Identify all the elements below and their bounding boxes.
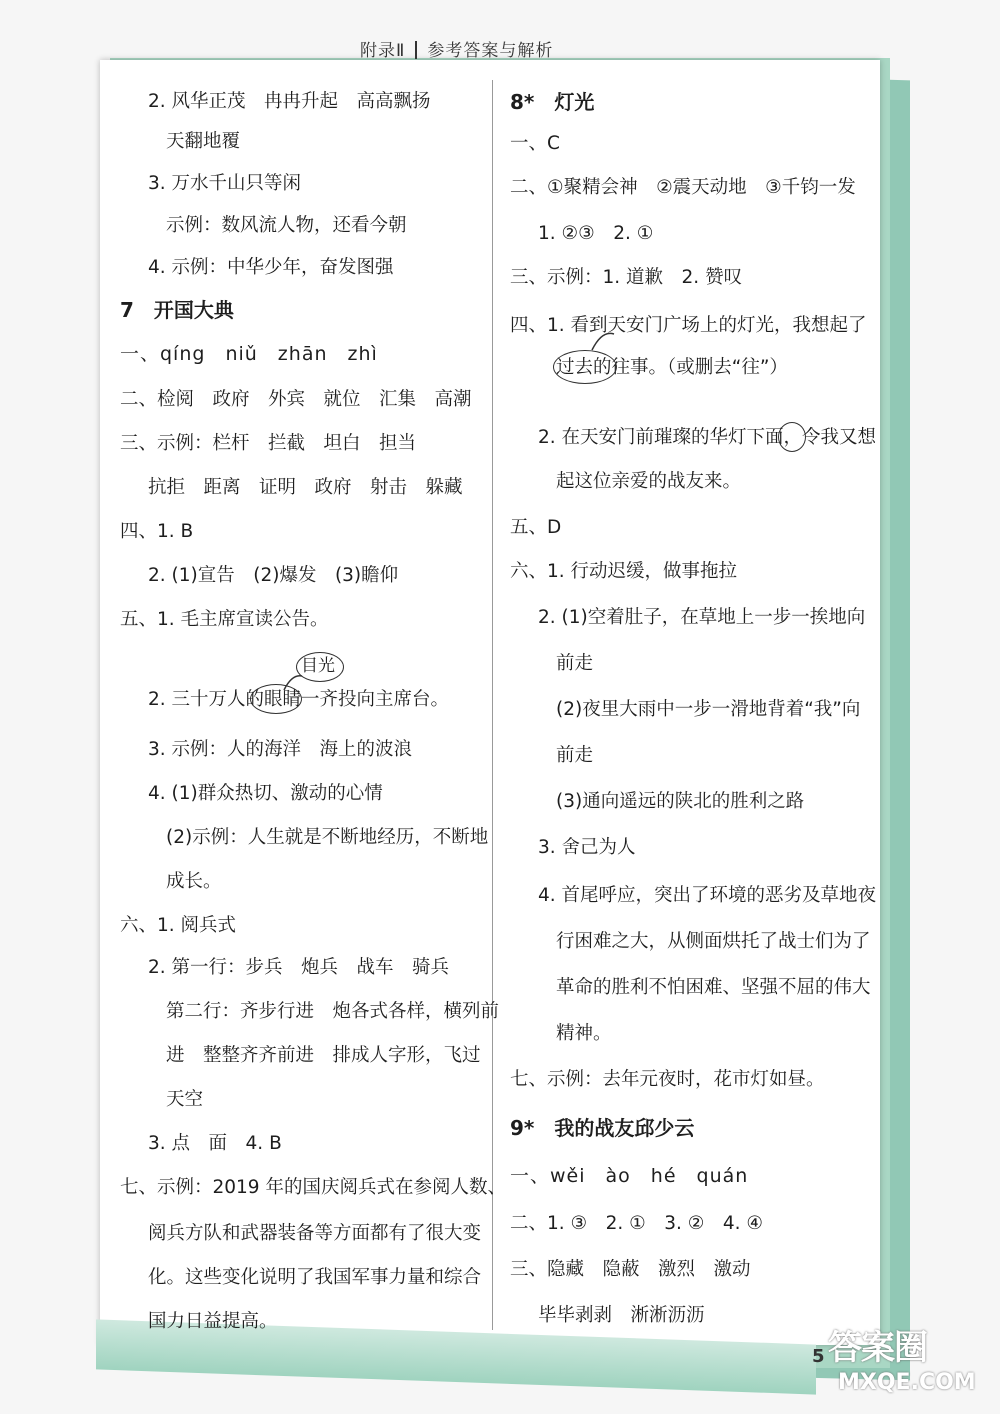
left-answer-line: 国力日益提高。 [148, 1311, 278, 1332]
left-answer-line: 4. (1)群众热切、激动的心情 [148, 783, 383, 804]
left-answer-line: 2. (1)宣告 (2)爆发 (3)瞻仰 [148, 565, 399, 586]
watermark-brand: 答案圈 [828, 1328, 927, 1368]
right-answer-line: 2. (1)空着肚子，在草地上一步一挨地向 [538, 607, 866, 628]
header-title: 参考答案与解析 [427, 41, 554, 61]
annotation-insert-arrow [588, 324, 618, 354]
right-answer-line: 一、C [510, 133, 560, 154]
page-header [360, 36, 650, 64]
left-answer-line: 3. 示例：人的海洋 海上的波浪 [148, 739, 413, 760]
right-answer-line: 四、1. 看到天安门广场上的灯光，我想起了 [510, 315, 867, 336]
right-answer-line: 4. 首尾呼应，突出了环境的恶劣及草地夜 [538, 885, 877, 906]
left-answer-line: 一、qíng niǔ zhān zhì [120, 343, 378, 365]
right-answer-line: 9* 我的战友邱少云 [510, 1116, 695, 1140]
left-answer-line: 2. 第一行：步兵 炮兵 战车 骑兵 [148, 957, 450, 978]
right-answer-line: 8* 灯光 [510, 90, 595, 114]
page-number: 5 [812, 1346, 825, 1367]
right-answer-line: 五、D [510, 517, 562, 538]
annotation-circle-past [553, 350, 617, 384]
right-answer-line: 二、1. ③ 2. ① 3. ② 4. ④ [510, 1213, 763, 1234]
right-answer-line: 1. ②③ 2. ① [538, 223, 654, 244]
left-answer-line: 3. 点 面 4. B [148, 1133, 282, 1154]
right-answer-line: 前走 [556, 745, 594, 766]
left-answer-line: 三、示例：栏杆 拦截 坦白 担当 [120, 433, 417, 454]
left-answer-line: 化。这些变化说明了我国军事力量和综合 [148, 1267, 482, 1288]
annotation-arrow [280, 670, 310, 700]
left-answer-line: 2. 三十万人的眼睛一齐投向主席台。 [148, 689, 450, 710]
left-answer-line: 天翻地覆 [166, 131, 241, 152]
right-answer-line: 精神。 [556, 1023, 612, 1044]
left-answer-line: 示例：数风流人物，还看今朝 [166, 215, 407, 236]
right-answer-line: 起这位亲爱的战友来。 [556, 471, 742, 492]
right-answer-line: (3)通向遥远的陕北的胜利之路 [556, 791, 805, 812]
annotation-gaze-text: 目光 [301, 656, 335, 676]
left-answer-line: 五、1. 毛主席宣读公告。 [120, 609, 329, 630]
left-answer-line: 七、示例：2019 年的国庆阅兵式在参阅人数、 [120, 1177, 506, 1198]
right-answer-line: 二、①聚精会神 ②震天动地 ③千钧一发 [510, 177, 856, 198]
left-answer-line: 第二行：齐步行进 炮各式各样，横列前 [166, 1001, 500, 1022]
left-answer-line: 阅兵方队和武器装备等方面都有了很大变 [148, 1223, 482, 1244]
right-answer-line: 3. 舍己为人 [538, 837, 636, 858]
right-answer-line: 2. 在天安门前璀璨的华灯下面，令我又想 [538, 427, 877, 448]
left-answer-line: 进 整整齐齐前进 排成人字形，飞过 [166, 1045, 481, 1066]
left-answer-line: 2. 风华正茂 冉冉升起 高高飘扬 [148, 91, 431, 112]
header-appendix: 附录Ⅱ [360, 41, 406, 61]
right-answer-line: 毕毕剥剥 淅淅沥沥 [538, 1305, 705, 1326]
right-answer-line: 行困难之大，从侧面烘托了战士们为了 [556, 931, 871, 952]
left-answer-line: 7 开国大典 [120, 298, 234, 322]
right-answer-line: 六、1. 行动迟缓，做事拖拉 [510, 561, 738, 582]
left-answer-line: 四、1. B [120, 521, 194, 542]
right-answer-line: 前走 [556, 653, 594, 674]
left-answer-line: 3. 万水千山只等闲 [148, 173, 302, 194]
header-divider [415, 41, 417, 59]
right-answer-line: (2)夜里大雨中一步一滑地背着“我”向 [556, 699, 861, 720]
left-answer-line: 成长。 [166, 871, 222, 892]
left-answer-line: 六、1. 阅兵式 [120, 915, 237, 936]
left-answer-line: (2)示例：人生就是不断地经历，不断地 [166, 827, 489, 848]
left-answer-line: 天空 [166, 1089, 204, 1110]
column-divider [492, 80, 493, 1330]
left-answer-line: 4. 示例：中华少年，奋发图强 [148, 257, 394, 278]
right-answer-line: 过去的往事。（或删去“往”） [556, 357, 788, 378]
watermark-url: MXQE.COM [838, 1370, 976, 1395]
annotation-circle-ling [778, 422, 806, 452]
right-answer-line: 三、隐藏 隐蔽 激烈 激动 [510, 1259, 751, 1280]
right-answer-line: 一、wěi ào hé quán [510, 1165, 749, 1187]
left-answer-line: 二、检阅 政府 外宾 就位 汇集 高潮 [120, 389, 472, 410]
right-answer-line: 革命的胜利不怕困难、坚强不屈的伟大 [556, 977, 871, 998]
right-answer-line: 七、示例：去年元夜时，花市灯如昼。 [510, 1069, 825, 1090]
right-answer-line: 三、示例：1. 道歉 2. 赞叹 [510, 267, 743, 288]
left-answer-line: 抗拒 距离 证明 政府 射击 躲藏 [148, 477, 463, 498]
